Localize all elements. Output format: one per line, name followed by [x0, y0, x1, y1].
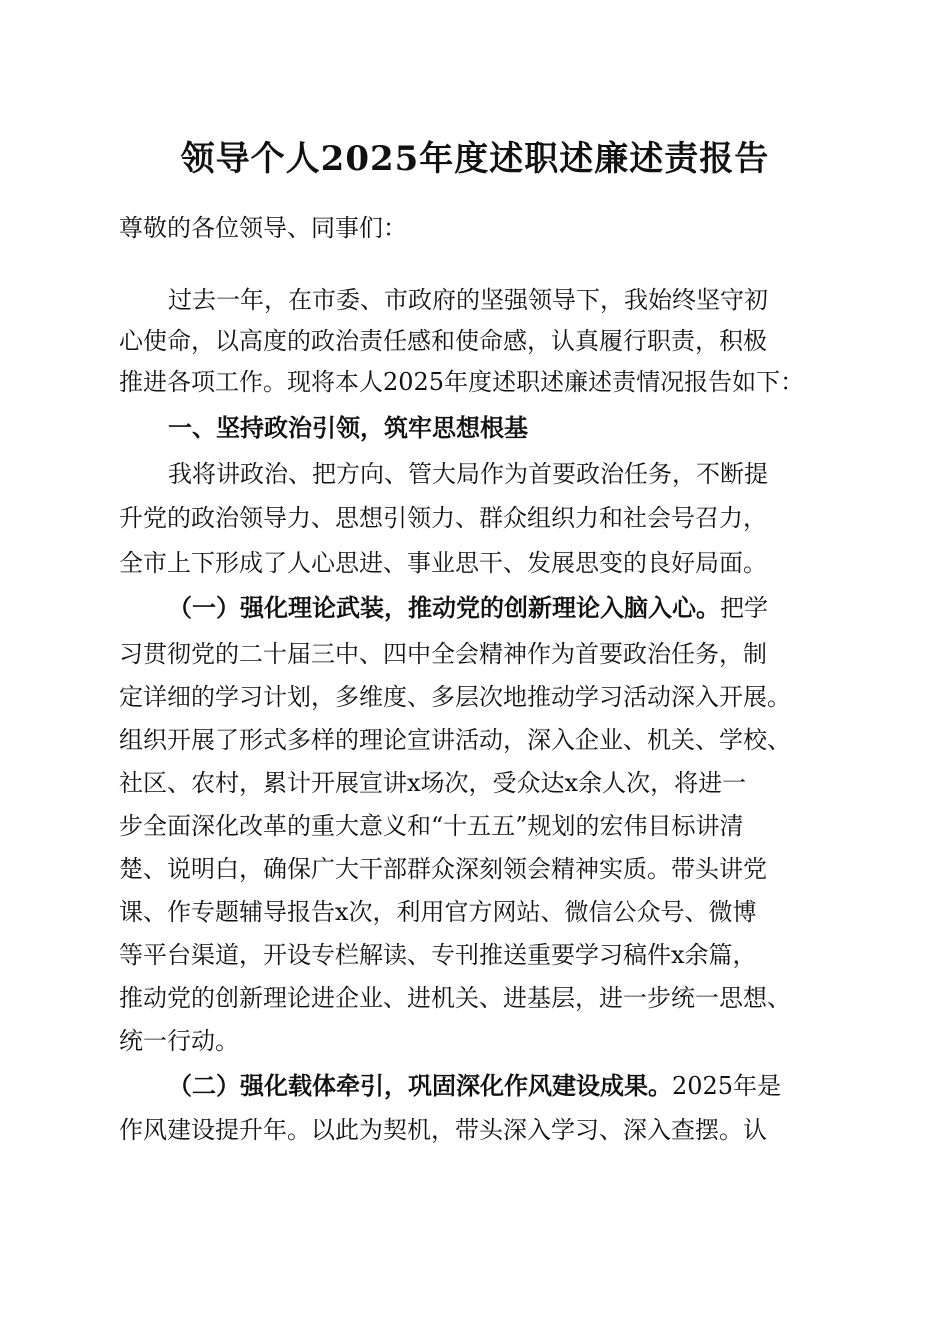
section-1-heading: 一、坚持政治引领，筑牢思想根基 — [168, 413, 528, 442]
subsection-1-line-4: 组织开展了形式多样的理论宣讲活动，深入企业、机关、学校、 — [119, 726, 791, 754]
subsection-1-line-8: 课、作专题辅导报告x次，利用官方网站、微信公众号、微博 — [119, 898, 757, 926]
subsection-2-heading: （二）强化载体牵引，巩固深化作风建设成果。 — [168, 1071, 672, 1100]
subsection-2-line-2: 作风建设提升年。以此为契机，带头深入学习、深入查摆。认 — [119, 1116, 767, 1144]
subsection-1-line-5: 社区、农村，累计开展宣讲x场次，受众达x余人次，将进一 — [119, 769, 747, 797]
section-1-line-1: 我将讲政治、把方向、管大局作为首要政治任务，不断提 — [168, 460, 768, 488]
subsection-1-line-1: 把学 — [720, 594, 768, 622]
subsection-1-line-11: 统一行动。 — [119, 1027, 239, 1055]
subsection-1-first-line — [168, 590, 768, 626]
subsection-1-line-6: 步全面深化改革的重大意义和“十五五”规划的宏伟目标讲清 — [119, 812, 744, 840]
subsection-2-first-line — [168, 1068, 781, 1104]
subsection-1-line-10: 推动党的创新理论进企业、进机关、进基层，进一步统一思想、 — [119, 984, 791, 1012]
subsection-1-line-3: 定详细的学习计划，多维度、多层次地推动学习活动深入开展。 — [119, 683, 791, 711]
subsection-1-heading: （一）强化理论武装，推动党的创新理论入脑入心。 — [168, 593, 720, 622]
intro-line-2: 心使命，以高度的政治责任感和使命感，认真履行职责，积极 — [119, 327, 767, 355]
section-1-line-2: 升党的政治领导力、思想引领力、群众组织力和社会号召力， — [119, 504, 767, 532]
document-title: 领导个人2025年度述职述廉述责报告 — [180, 139, 770, 179]
intro-line-1: 过去一年，在市委、市政府的坚强领导下，我始终坚守初 — [168, 286, 768, 314]
subsection-2-line-1: 2025年是 — [672, 1072, 782, 1100]
subsection-1-line-9: 等平台渠道，开设专栏解读、专刊推送重要学习稿件x余篇， — [119, 941, 757, 969]
intro-line-3: 推进各项工作。现将本人2025年度述职述廉述责情况报告如下： — [119, 368, 805, 396]
section-1-line-3: 全市上下形成了人心思进、事业思干、发展思变的良好局面。 — [119, 549, 767, 577]
salutation: 尊敬的各位领导、同事们： — [119, 214, 407, 242]
subsection-1-line-7: 楚、说明白，确保广大干部群众深刻领会精神实质。带头讲党 — [119, 855, 767, 883]
subsection-1-line-2: 习贯彻党的二十届三中、四中全会精神作为首要政治任务，制 — [119, 640, 767, 668]
